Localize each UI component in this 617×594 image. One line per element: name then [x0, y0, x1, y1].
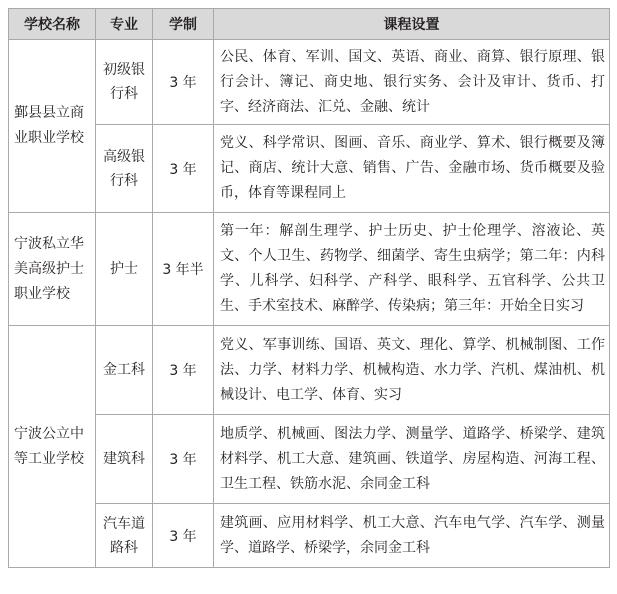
courses-cell: 党义、科学常识、图画、音乐、商业学、算术、银行概要及簿记、商店、统计大意、销售、广告、金融市场、货币概要及验币，体育等课程同上	[214, 125, 610, 213]
header-major: 专业	[96, 9, 153, 40]
header-row	[9, 9, 610, 40]
courses-cell: 第一年：解剖生理学、护士历史、护士伦理学、溶液论、英文、个人卫生、药物学、细菌学、寄生虫病学；第二年：内科学、儿科学、妇科学、产科学、眼科学、五官科学、公共卫生、手术室技术、麻醉学、传染病；第三年：开始全日实习	[214, 213, 610, 326]
school-name-cell: 鄞县县立商业职业学校	[9, 40, 96, 213]
courses-cell: 党义、军事训练、国语、英文、理化、算学、机械制图、工作法、力学、材料力学、机械构造、水力学、汽机、煤油机、机械设计、电工学、体育、实习	[214, 326, 610, 415]
courses-cell: 建筑画、应用材料学、机工大意、汽车电气学、汽车学、测量学、道路学、桥梁学，余同金工科	[214, 504, 610, 568]
table-row	[9, 326, 610, 415]
duration-cell: 3 年	[153, 415, 214, 504]
duration-cell: 3 年	[153, 326, 214, 415]
major-cell: 汽车道路科	[96, 504, 153, 568]
major-cell: 建筑科	[96, 415, 153, 504]
header-duration: 学制	[153, 9, 214, 40]
major-cell: 初级银行科	[96, 40, 153, 125]
courses-cell: 公民、体育、军训、国文、英语、商业、商算、银行原理、银行会计、簿记、商史地、银行实务、会计及审计、货币、打字、经济商法、汇兑、金融、统计	[214, 40, 610, 125]
duration-cell: 3 年	[153, 504, 214, 568]
duration-cell: 3 年	[153, 40, 214, 125]
curriculum-table	[8, 8, 610, 568]
table-row	[9, 40, 610, 125]
duration-cell: 3 年	[153, 125, 214, 213]
table-row	[9, 213, 610, 326]
major-cell: 高级银行科	[96, 125, 153, 213]
duration-cell: 3 年半	[153, 213, 214, 326]
table-row	[9, 504, 610, 568]
header-courses: 课程设置	[214, 9, 610, 40]
table-row	[9, 415, 610, 504]
courses-cell: 地质学、机械画、图法力学、测量学、道路学、桥梁学、建筑材料学、机工大意、建筑画、铁道学、房屋构造、河海工程、卫生工程、铁筋水泥、余同金工科	[214, 415, 610, 504]
major-cell: 护士	[96, 213, 153, 326]
school-name-cell: 宁波私立华美高级护士职业学校	[9, 213, 96, 326]
major-cell: 金工科	[96, 326, 153, 415]
school-name-cell: 宁波公立中等工业学校	[9, 326, 96, 568]
table-row	[9, 125, 610, 213]
header-school-name: 学校名称	[9, 9, 96, 40]
